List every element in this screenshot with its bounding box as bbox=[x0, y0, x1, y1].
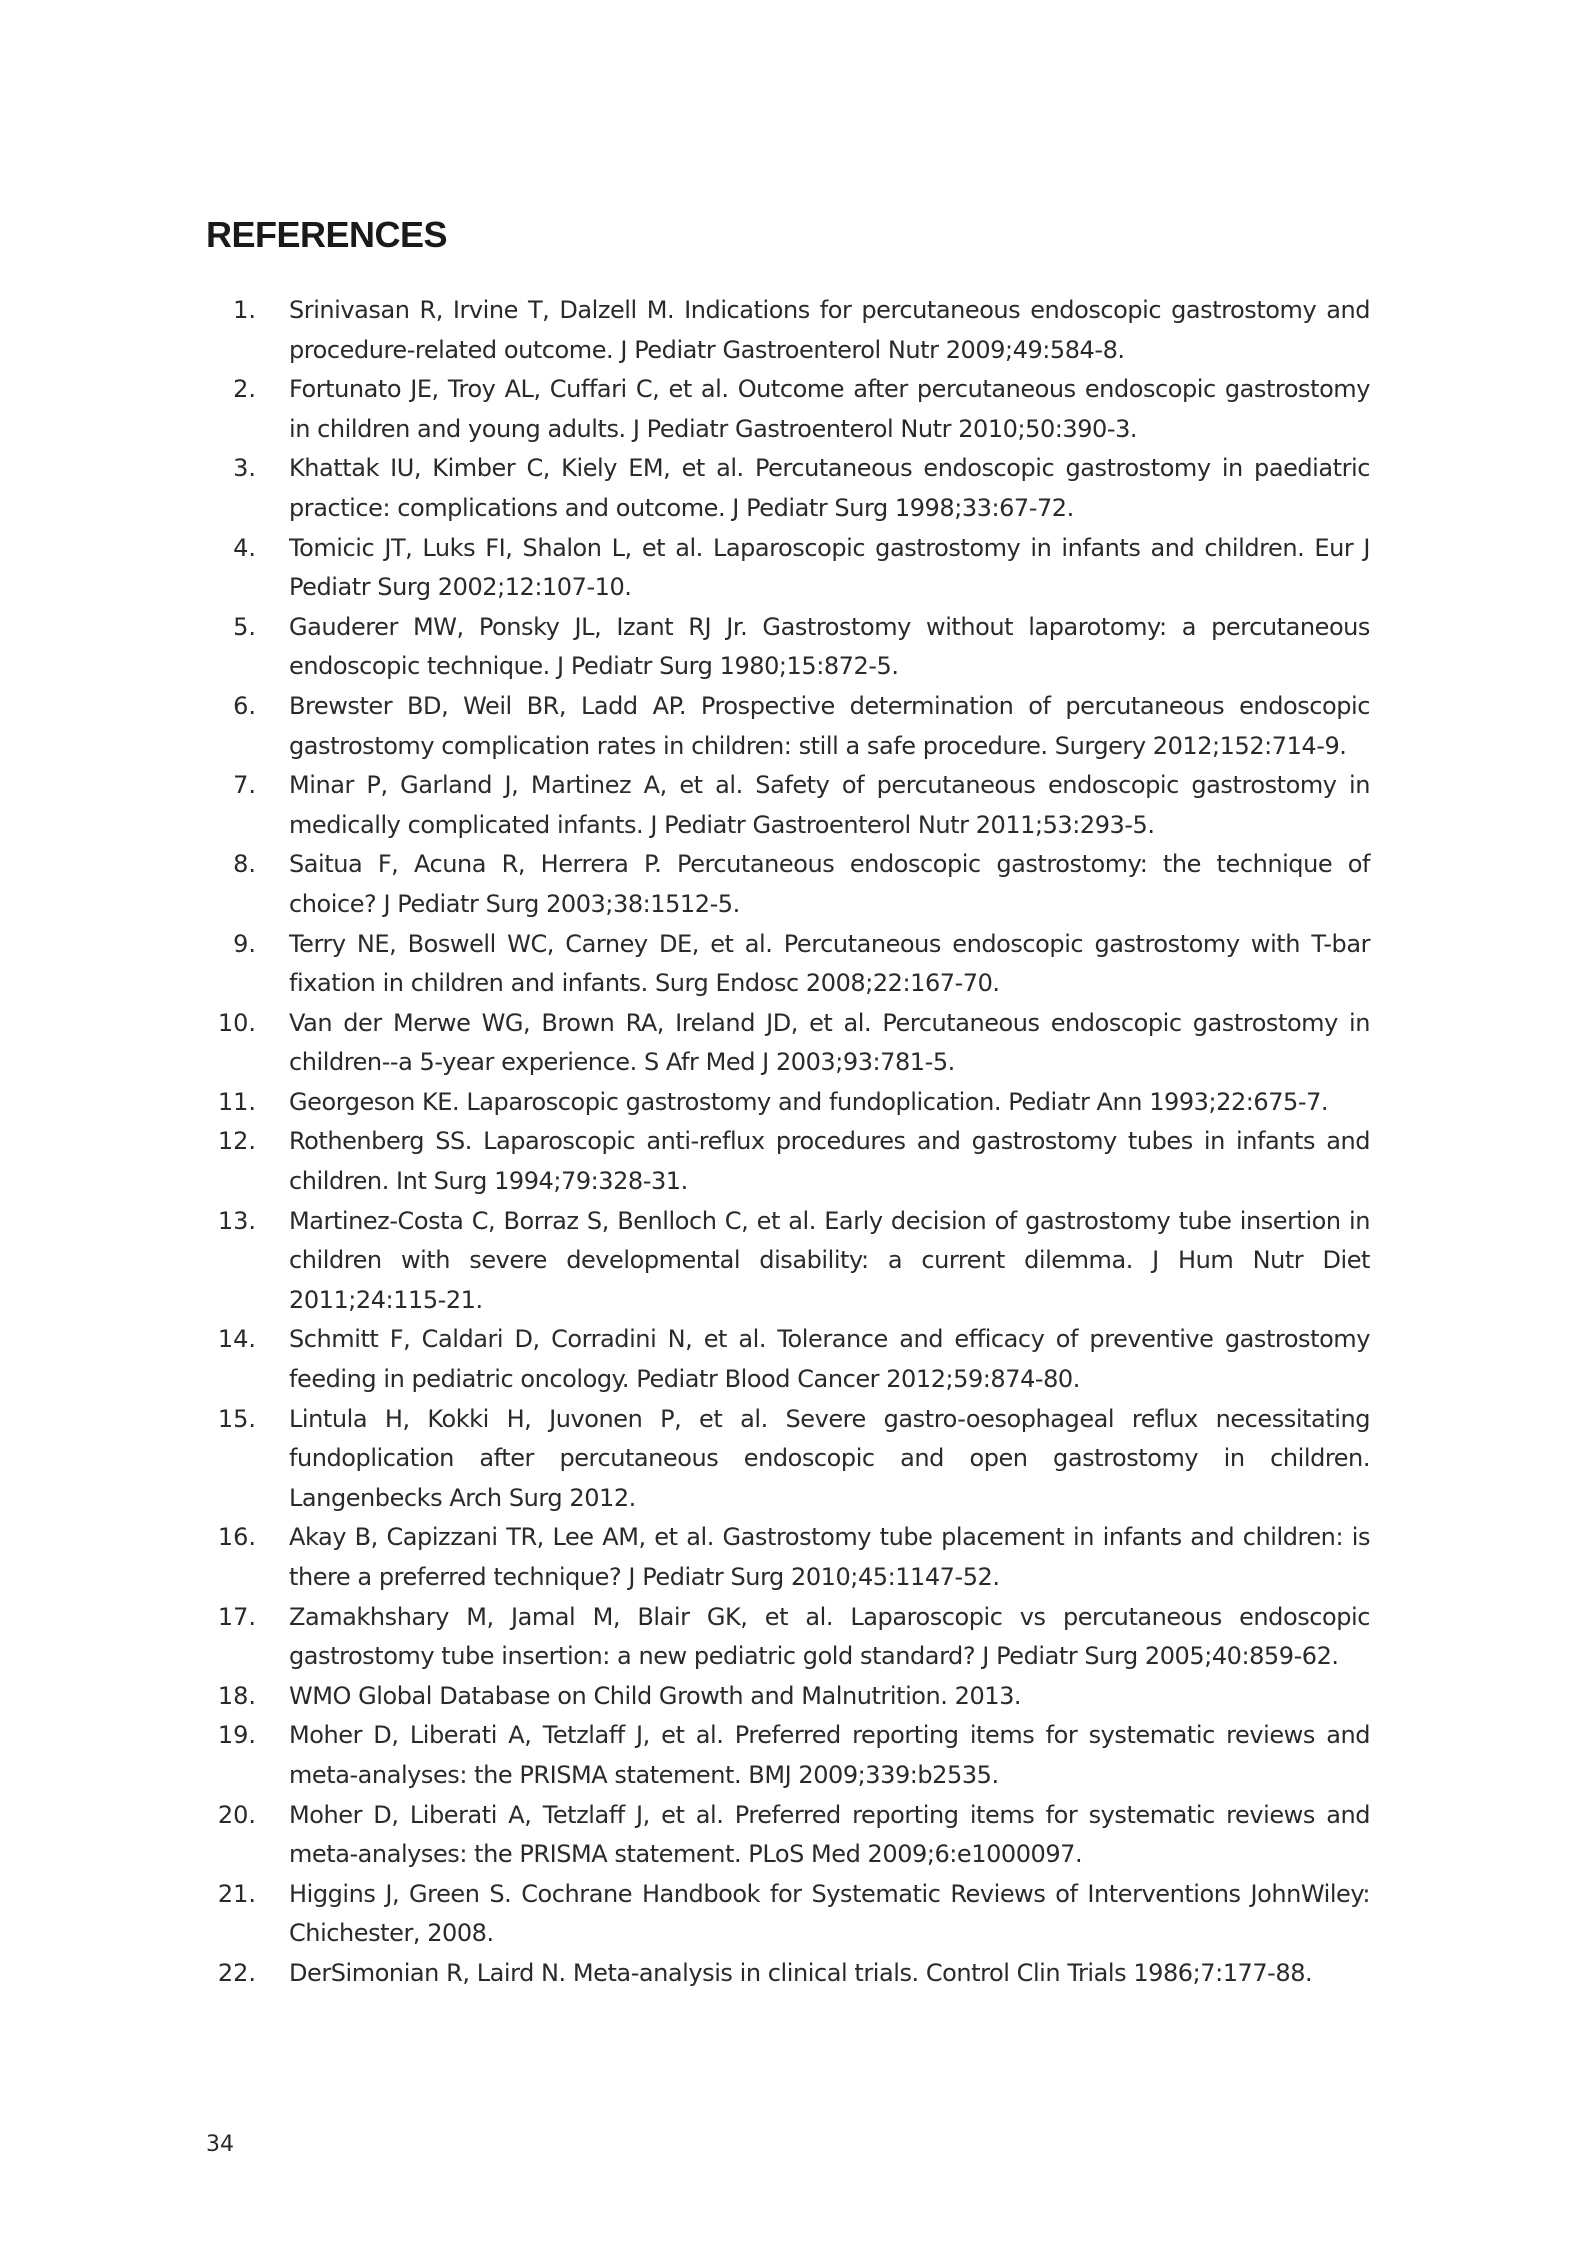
page-number: 34 bbox=[206, 2132, 234, 2157]
reference-text: Khattak IU, Kimber C, Kiely EM, et al. Percutaneous endoscopic gastrostomy in paediatric practice: complications and outcome. J Pediatr Surg 1998;33:67-72. bbox=[289, 454, 1370, 522]
reference-number: 19. bbox=[217, 1721, 256, 1750]
reference-item bbox=[206, 1598, 1370, 1677]
reference-number: 9. bbox=[233, 929, 256, 958]
reference-text: Martinez-Costa C, Borraz S, Benlloch C, et al. Early decision of gastrostomy tube insertion in children with severe developmental disability: a current dilemma. J Hum Nutr Diet 2011;24:115-21. bbox=[289, 1206, 1370, 1314]
reference-text: Rothenberg SS. Laparoscopic anti-reflux procedures and gastrostomy tubes in infants and children. Int Surg 1994;79:328-31. bbox=[289, 1127, 1370, 1196]
reference-item bbox=[206, 1083, 1370, 1123]
reference-item bbox=[206, 608, 1370, 687]
reference-number: 17. bbox=[217, 1602, 256, 1631]
reference-item bbox=[206, 845, 1370, 924]
reference-item bbox=[206, 1400, 1370, 1519]
reference-item bbox=[206, 1122, 1370, 1201]
reference-number: 1. bbox=[233, 296, 256, 324]
reference-number: 20. bbox=[217, 1800, 256, 1829]
reference-item bbox=[206, 370, 1370, 449]
reference-item bbox=[206, 1320, 1370, 1399]
reference-number: 6. bbox=[233, 691, 256, 720]
reference-text: Higgins J, Green S. Cochrane Handbook for Systematic Reviews of Interventions JohnWiley: Chichester, 2008. bbox=[289, 1879, 1370, 1948]
reference-text: Georgeson KE. Laparoscopic gastrostomy and fundoplication. Pediatr Ann 1993;22:675-7. bbox=[289, 1087, 1329, 1116]
page-title: REFERENCES bbox=[206, 214, 448, 255]
reference-text: DerSimonian R, Laird N. Meta-analysis in clinical trials. Control Clin Trials 1986;7:177-88. bbox=[289, 1958, 1313, 1987]
reference-text: Minar P, Garland J, Martinez A, et al. Safety of percutaneous endoscopic gastrostomy in medically complicated infants. J Pediatr Gastroenterol Nutr 2011;53:293-5. bbox=[289, 771, 1370, 839]
reference-number: 2. bbox=[233, 375, 256, 404]
reference-number: 4. bbox=[233, 533, 256, 562]
reference-number: 12. bbox=[217, 1127, 256, 1156]
reference-item bbox=[206, 291, 1370, 370]
reference-text: Gauderer MW, Ponsky JL, Izant RJ Jr. Gastrostomy without laparotomy: a percutaneous endoscopic technique. J Pediatr Surg 1980;15:872-5. bbox=[289, 612, 1370, 681]
reference-item bbox=[206, 766, 1370, 845]
reference-number: 5. bbox=[233, 612, 256, 641]
reference-number: 22. bbox=[217, 1958, 256, 1987]
reference-text: WMO Global Database on Child Growth and Malnutrition. 2013. bbox=[289, 1681, 1022, 1710]
reference-number: 15. bbox=[217, 1404, 256, 1433]
reference-number: 14. bbox=[217, 1325, 256, 1354]
reference-number: 21. bbox=[217, 1879, 256, 1908]
reference-number: 7. bbox=[233, 771, 256, 800]
reference-number: 18. bbox=[217, 1681, 256, 1710]
reference-item bbox=[206, 1954, 1370, 1994]
reference-number: 16. bbox=[217, 1523, 256, 1552]
reference-item bbox=[206, 1677, 1370, 1717]
reference-item bbox=[206, 687, 1370, 766]
reference-text: Srinivasan R, Irvine T, Dalzell M. Indications for percutaneous endoscopic gastrostomy and procedure-related outcome. J Pediatr Gastroenterol Nutr 2009;49:584-8. bbox=[289, 296, 1370, 364]
reference-text: Tomicic JT, Luks FI, Shalon L, et al. Laparoscopic gastrostomy in infants and children. Eur J Pediatr Surg 2002;12:107-10. bbox=[289, 533, 1370, 602]
reference-number: 10. bbox=[217, 1008, 256, 1037]
reference-text: Saitua F, Acuna R, Herrera P. Percutaneous endoscopic gastrostomy: the technique of choice? J Pediatr Surg 2003;38:1512-5. bbox=[289, 850, 1370, 918]
reference-text: Terry NE, Boswell WC, Carney DE, et al. Percutaneous endoscopic gastrostomy with T-bar fixation in children and infants. Surg Endosc 2008;22:167-70. bbox=[289, 929, 1370, 998]
reference-item bbox=[206, 1004, 1370, 1083]
reference-text: Akay B, Capizzani TR, Lee AM, et al. Gastrostomy tube placement in infants and children: is there a preferred technique? J Pediatr Surg 2010;45:1147-52. bbox=[289, 1523, 1370, 1591]
reference-text: Brewster BD, Weil BR, Ladd AP. Prospective determination of percutaneous endoscopic gastrostomy complication rates in children: still a safe procedure. Surgery 2012;152:714-9. bbox=[289, 691, 1370, 760]
reference-number: 13. bbox=[217, 1206, 256, 1235]
reference-number: 8. bbox=[233, 850, 256, 879]
reference-number: 3. bbox=[233, 454, 256, 483]
reference-text: Fortunato JE, Troy AL, Cuffari C, et al. Outcome after percutaneous endoscopic gastrostomy in children and young adults. J Pediatr Gastroenterol Nutr 2010;50:390-3. bbox=[289, 375, 1370, 443]
reference-text: Schmitt F, Caldari D, Corradini N, et al. Tolerance and efficacy of preventive gastrostomy feeding in pediatric oncology. Pediatr Blood Cancer 2012;59:874-80. bbox=[289, 1325, 1370, 1394]
reference-list bbox=[206, 291, 1370, 1994]
reference-item bbox=[206, 1796, 1370, 1875]
reference-item bbox=[206, 1716, 1370, 1795]
reference-text: Moher D, Liberati A, Tetzlaff J, et al. Preferred reporting items for systematic reviews and meta-analyses: the PRISMA statement. PLoS Med 2009;6:e1000097. bbox=[289, 1800, 1370, 1869]
reference-item bbox=[206, 925, 1370, 1004]
reference-text: Moher D, Liberati A, Tetzlaff J, et al. Preferred reporting items for systematic reviews and meta-analyses: the PRISMA statement. BMJ 2009;339:b2535. bbox=[289, 1721, 1370, 1789]
reference-item bbox=[206, 1518, 1370, 1597]
reference-text: Van der Merwe WG, Brown RA, Ireland JD, et al. Percutaneous endoscopic gastrostomy in children--a 5-year experience. S Afr Med J 2003;93:781-5. bbox=[289, 1008, 1370, 1077]
reference-text: Zamakhshary M, Jamal M, Blair GK, et al. Laparoscopic vs percutaneous endoscopic gastrostomy tube insertion: a new pediatric gold standard? J Pediatr Surg 2005;40:859-62. bbox=[289, 1602, 1370, 1671]
reference-number: 11. bbox=[217, 1087, 256, 1116]
reference-text: Lintula H, Kokki H, Juvonen P, et al. Severe gastro-oesophageal reflux necessitating fundoplication after percutaneous endoscopic and open gastrostomy in children. Langenbecks Arch Surg 2012. bbox=[289, 1404, 1370, 1512]
reference-item bbox=[206, 1202, 1370, 1321]
reference-item bbox=[206, 529, 1370, 608]
reference-item bbox=[206, 449, 1370, 528]
reference-item bbox=[206, 1875, 1370, 1954]
